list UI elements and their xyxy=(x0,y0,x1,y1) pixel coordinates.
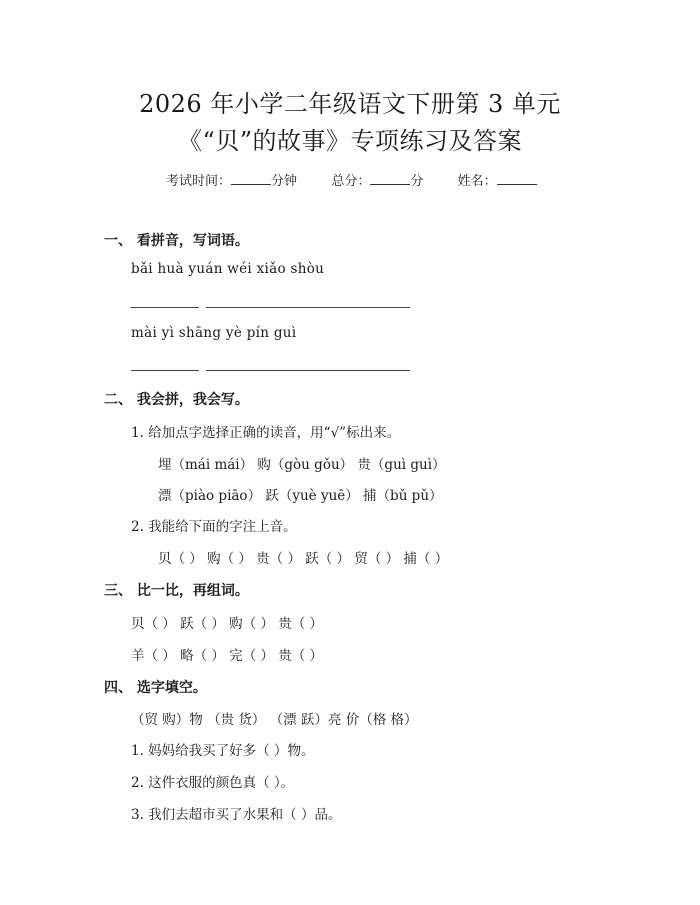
reading-choices-row-1: 埋（mái mái） 购（gòu gǒu） 贵（guì guì） xyxy=(158,457,446,473)
answer-blank[interactable] xyxy=(274,370,342,371)
question-4-1: 1. 妈妈给我买了好多（ ）物。 xyxy=(131,743,315,759)
compare-row-1: 贝（ ） 跃（ ） 购（ ） 贵（ ） xyxy=(131,616,324,632)
question-4-3: 3. 我们去超市买了水果和（ ）品。 xyxy=(131,807,342,823)
pinyin-row-1: bǎi huà yuán wéi xiǎo shòu xyxy=(131,261,325,277)
score-label: 总分： xyxy=(331,174,371,189)
reading-choices-row-2: 漂（piào piāo） 跃（yuè yuē） 捕（bǔ pǔ） xyxy=(158,488,443,504)
section-2-heading: 二、 我会拼，我会写。 xyxy=(104,392,249,408)
answer-blank[interactable] xyxy=(131,307,199,308)
question-2-1: 1. 给加点字选择正确的读音，用“√”标出来。 xyxy=(131,425,401,441)
compare-row-2: 羊（ ） 略（ ） 完（ ） 贵（ ） xyxy=(131,648,324,664)
title-line-1: 2026 年小学二年级语文下册第 3 单元 xyxy=(139,90,561,118)
name-blank[interactable] xyxy=(497,172,537,185)
name-label: 姓名： xyxy=(457,174,497,189)
exam-meta xyxy=(166,170,537,189)
phonetic-blanks-row: 贝（ ） 购（ ） 贵（ ） 跃（ ） 贸（ ） 捕（ ） xyxy=(158,551,449,567)
choice-options: （贸 购）物 （贵 货） （漂 跃）亮 价（格 格） xyxy=(131,712,418,728)
section-3-heading: 三、 比一比，再组词。 xyxy=(104,583,249,599)
section-1-heading: 一、 看拼音，写词语。 xyxy=(104,233,249,249)
question-4-2: 2. 这件衣服的颜色真（ ）。 xyxy=(131,775,295,791)
score-blank[interactable] xyxy=(370,172,410,185)
answer-blank[interactable] xyxy=(206,370,274,371)
section-4-heading: 四、 选字填空。 xyxy=(104,680,207,696)
title-line-2: 《“贝”的故事》专项练习及答案 xyxy=(177,127,523,155)
time-blank[interactable] xyxy=(231,172,271,185)
score-unit: 分 xyxy=(410,174,424,189)
answer-blank[interactable] xyxy=(131,370,199,371)
question-2-2: 2. 我能给下面的字注上音。 xyxy=(131,519,297,535)
answer-blank[interactable] xyxy=(342,307,410,308)
answer-blank[interactable] xyxy=(274,307,342,308)
pinyin-row-2: mài yì shāng yè pín guì xyxy=(131,325,297,341)
time-unit: 分钟 xyxy=(271,174,298,189)
answer-blank[interactable] xyxy=(342,370,410,371)
time-label: 考试时间： xyxy=(166,174,232,189)
answer-blank[interactable] xyxy=(206,307,274,308)
